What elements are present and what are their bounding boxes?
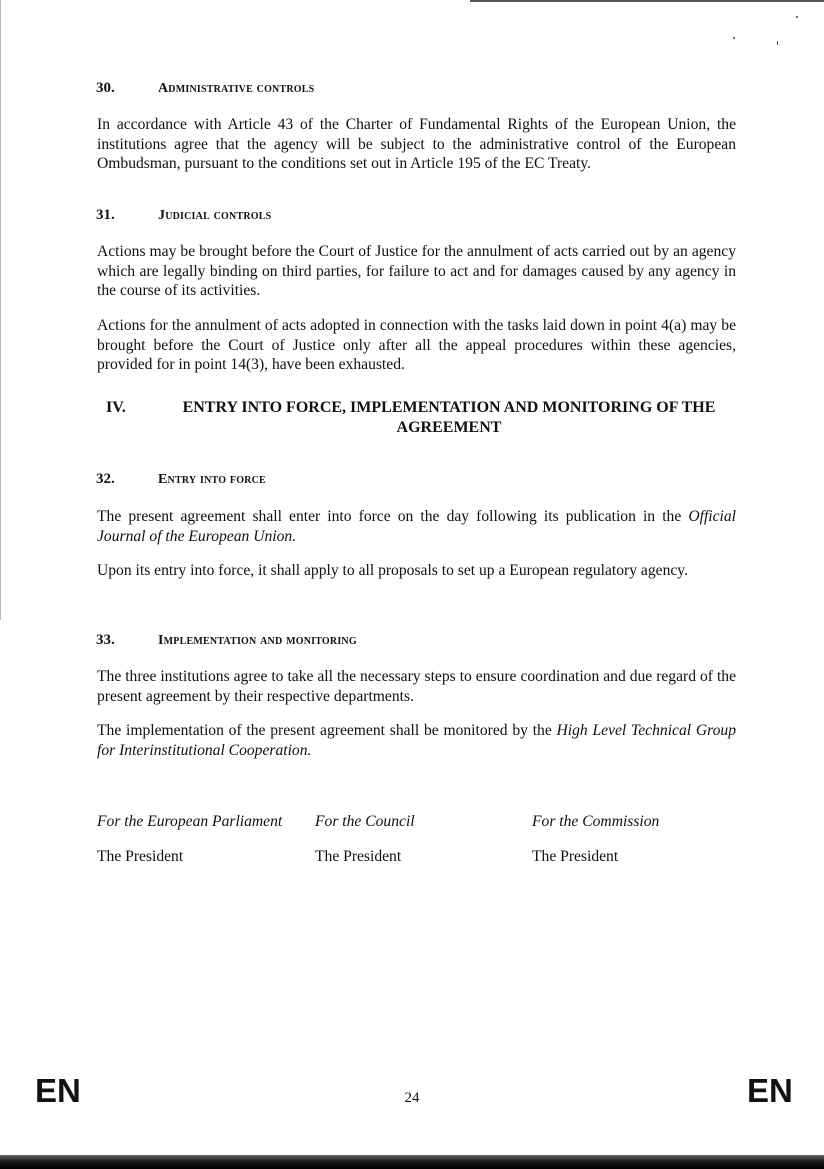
paragraph-text: The implementation of the present agreement shall be monitored by the <box>97 722 557 739</box>
paragraph-30: In accordance with Article 43 of the Charter of Fundamental Rights of the European Union, the institutions agree that the agency will be subject to the administrative control of the European Ombudsman, pursuant to the conditions set out in Article 195 of the EC Treaty. <box>97 116 736 173</box>
scan-speck <box>733 37 735 39</box>
section-33-heading <box>96 632 357 649</box>
language-mark-right: EN <box>747 1072 793 1109</box>
section-number: 30. <box>96 80 115 96</box>
language-mark-left: EN <box>35 1072 81 1109</box>
paragraph-33b <box>97 721 736 760</box>
paragraph-31a: Actions may be brought before the Court of Justice for the annulment of acts carried out by an agency which are legally binding on third parties, for failure to act and for damages caused by any agency in the course of its activities. <box>97 243 736 300</box>
paragraph-text: The present agreement shall enter into force on the day following its publication in the <box>97 508 689 525</box>
president-council: The President <box>315 848 402 865</box>
signatory-council: For the Council <box>315 813 415 830</box>
scan-speck <box>777 41 778 45</box>
president-parliament: The President <box>97 848 184 865</box>
section-title: Implementation and monitoring <box>158 633 357 648</box>
section-number: 33. <box>96 632 115 648</box>
section-title: Entry into force <box>158 472 266 487</box>
section-30-heading <box>96 80 314 97</box>
section-number: 32. <box>96 471 115 487</box>
paragraph-31b: Actions for the annulment of acts adopted in connection with the tasks laid down in point 4(a) may be brought before the Court of Justice only after all the appeal procedures within these agencies, provided for in point 14(3), have been exhausted. <box>97 317 736 374</box>
journal-name: Official Journal of the European Union. <box>97 508 736 545</box>
scan-artifact-top <box>470 0 824 2</box>
paragraph-32b: Upon its entry into force, it shall apply to all proposals to set up a European regulatory agency. <box>97 562 688 579</box>
section-title: Administrative controls <box>158 81 315 96</box>
section-31-heading <box>96 207 271 224</box>
president-commission: The President <box>532 848 619 865</box>
paragraph-32a <box>97 507 736 546</box>
section-32-heading <box>96 471 266 488</box>
scan-speck <box>796 16 798 18</box>
group-name: High Level Technical Group for Interinstitutional Cooperation. <box>97 722 736 759</box>
part-number: IV. <box>106 399 126 416</box>
paragraph-33a: The three institutions agree to take all the necessary steps to ensure coordination and due regard of the present agreement by their respective departments. <box>97 668 736 705</box>
scan-artifact-bottom <box>0 1155 824 1169</box>
section-number: 31. <box>96 207 115 223</box>
scan-artifact-left <box>0 0 1 620</box>
part-title: ENTRY INTO FORCE, IMPLEMENTATION AND MONITORING OF THE AGREEMENT <box>182 399 716 436</box>
signatory-parliament: For the European Parliament <box>97 813 283 830</box>
page-number: 24 <box>404 1090 420 1106</box>
signatory-commission: For the Commission <box>532 813 660 830</box>
section-title: Judicial controls <box>158 208 272 223</box>
